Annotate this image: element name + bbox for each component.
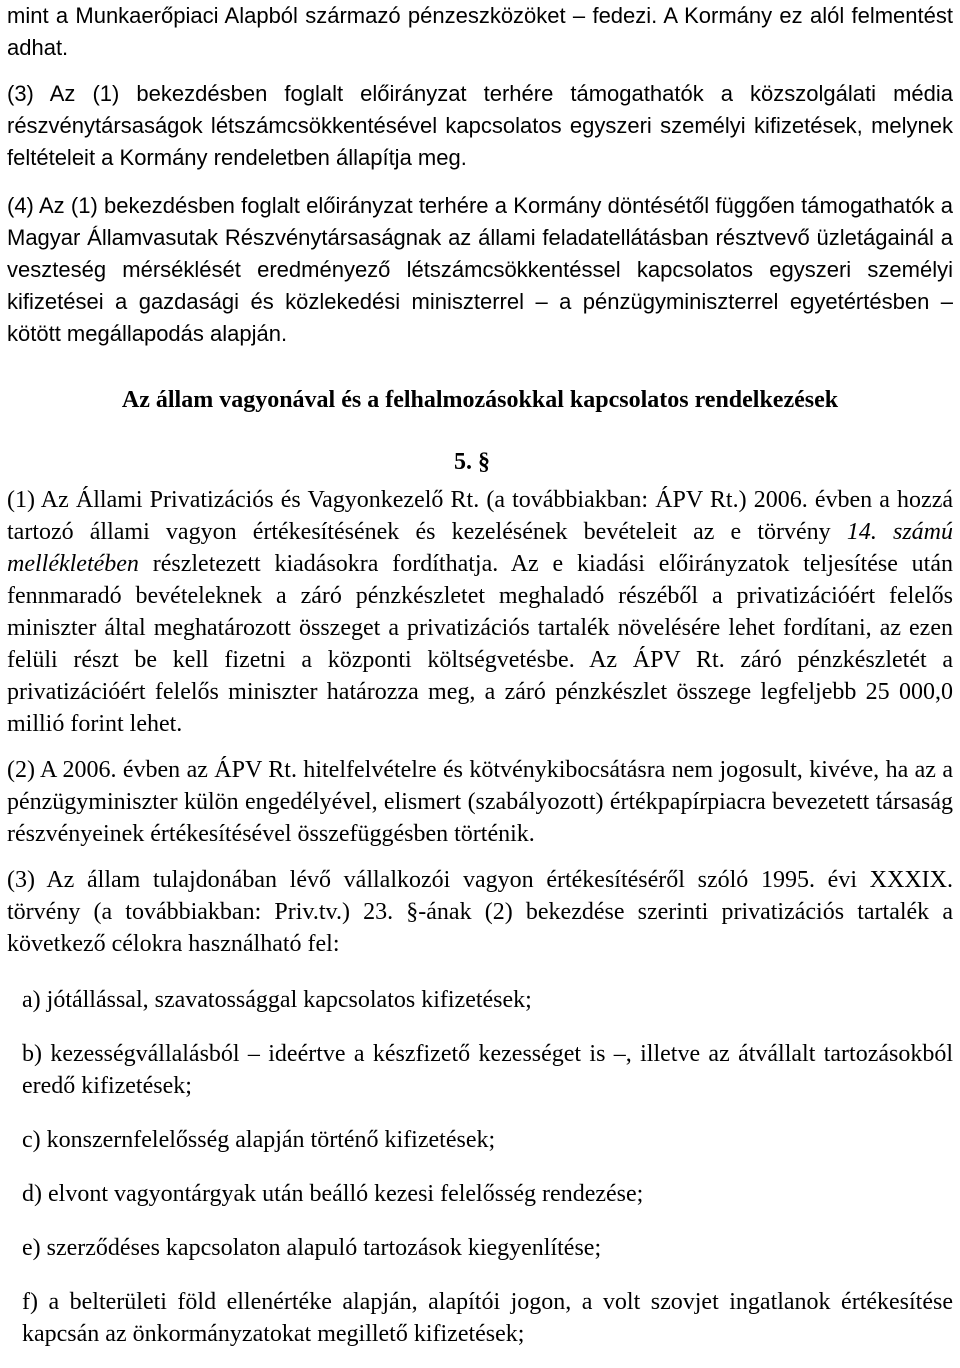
list-item-a: a) jótállással, szavatossággal kapcsolatos kifizetések; [22, 987, 532, 1013]
s5-p1-text-before: (1) Az Állami Privatizációs és Vagyonkezelő Rt. (a továbbiakban: ÁPV Rt.) 2006. évben a hozzá tartozó állami vagyon értékesítésének és kezelésének bevételeit az e törvény [7, 487, 953, 545]
section5-paragraph-2: (2) A 2006. évben az ÁPV Rt. hitelfelvételre és kötvénykibocsátásra nem jogosult, kivéve, ha az a pénzügyminiszter külön engedélyével, elismert (szabályozott) értékpapírpiacra bevezetett társaság részvényeinek értékesítésével összefüggésben történik. [7, 757, 953, 847]
list-item-b: b) kezességvállalásból – ideértve a készfizető kezességet is –, illetve az átvállalt tartozásokból eredő kifizetések; [22, 1041, 953, 1099]
section5-paragraph-3: (3) Az állam tulajdonában lévő vállalkozói vagyon értékesítéséről szóló 1995. évi XXXIX. törvény (a továbbiakban: Priv.tv.) 23. §-ának (2) bekezdése szerinti privatizációs tartalék a következő célokra használható fel: [7, 867, 953, 957]
section-heading: Az állam vagyonával és a felhalmozásokkal kapcsolatos rendelkezések [121, 387, 839, 413]
list-item-f: f) a belterületi föld ellenértéke alapján, alapítói jogon, a volt szovjet ingatlanok értékesítése kapcsán az önkormányzatokat megillető kifizetések; [22, 1289, 953, 1347]
list-item-d: d) elvont vagyontárgyak után beálló kezesi felelősség rendezése; [22, 1181, 644, 1207]
section-number: 5. § [454, 449, 490, 475]
s5-p1-annex-reference: 14. számú mellékletében [7, 519, 953, 577]
paragraph-3: (3) Az (1) bekezdésben foglalt előirányzat terhére támogathatók a közszolgálati média részvénytársaságok létszámcsökkentésével kapcsolatos egyszeri személyi kifizetések, melynek feltételeit a Kormány rendeletben állapítja meg. [7, 81, 953, 170]
lead-paragraph: mint a Munkaerőpiaci Alapból származó pénzeszközöket – fedezi. A Kormány ez alól felmentést adhat. [7, 3, 953, 60]
list-item-e: e) szerződéses kapcsolaton alapuló tartozások kiegyenlítése; [22, 1235, 602, 1261]
section5-paragraph-1 [7, 484, 953, 740]
paragraph-4: (4) Az (1) bekezdésben foglalt előirányzat terhére a Kormány döntésétől függően támogathatók a Magyar Államvasutak Részvénytársaságnak az állami feladatellátásban résztvevő üzletágainál a veszteség mérséklését eredményező létszámcsökkentéssel kapcsolatos egyszeri személyi kifizetései a gazdasági és közlekedési miniszterrel – a pénzügyminiszterrel egyetértésben – kötött megállapodás alapján. [7, 193, 953, 346]
s5-p1-text-after: részletezett kiadásokra fordíthatja. Az e kiadási előirányzatok teljesítése után fennmaradó bevételeknek a záró pénzkészletet meghaladó részéből a privatizációért felelős miniszter által meghatározott összeget a privatizációs tartalék növelésére lehet fordítani, az ezen felüli részt be kell fizetni a központi költségvetésbe. Az ÁPV Rt. záró pénzkészletét a privatizációért felelős miniszter határozza meg, a záró pénzkészlet összege legfeljebb 25 000,0 millió forint lehet. [7, 551, 953, 737]
list-item-c: c) konszernfelelősség alapján történő kifizetések; [22, 1127, 496, 1153]
